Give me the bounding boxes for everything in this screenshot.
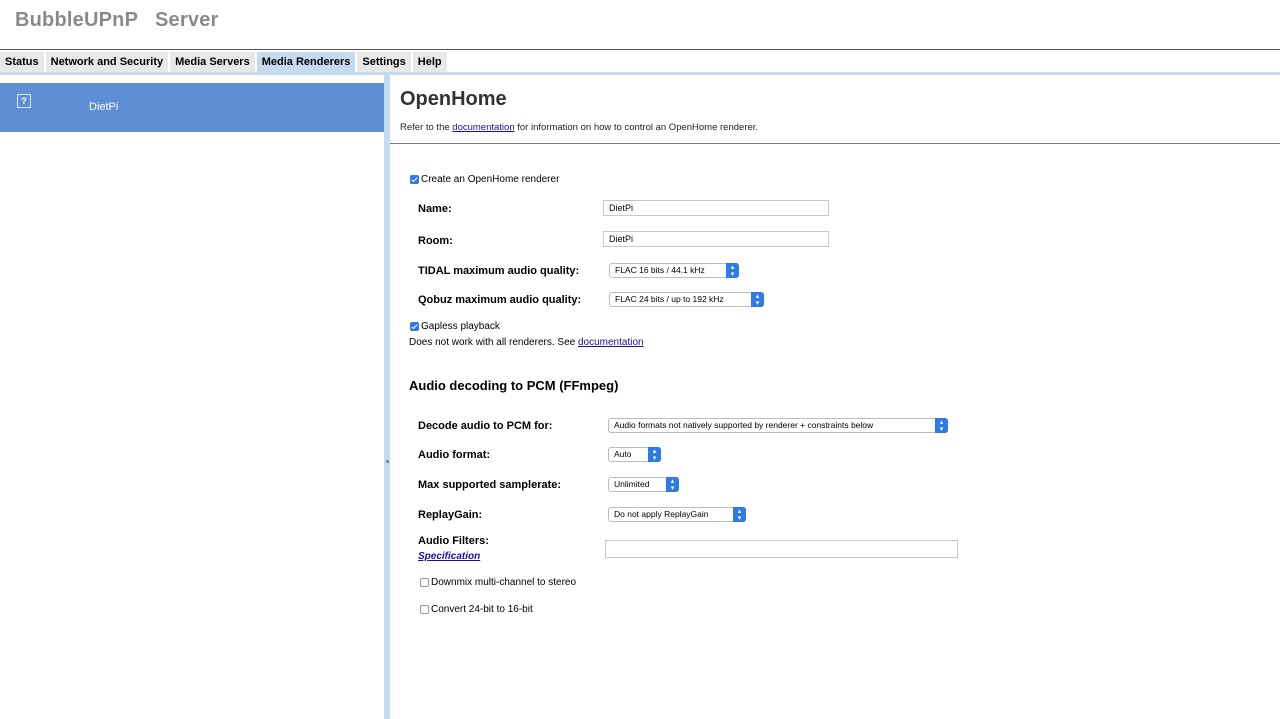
renderer-list	[0, 75, 384, 719]
audio-format-select[interactable]	[608, 447, 661, 462]
intro-suffix: for information on how to control an OpenHome renderer.	[514, 122, 759, 133]
select-arrows-icon: ▴ ▾	[733, 507, 746, 522]
gapless-checkbox[interactable]	[410, 321, 500, 332]
splitter-handle-icon	[386, 460, 389, 463]
select-arrows-icon: ▴ ▾	[726, 263, 739, 278]
name-input[interactable]: DietPi	[603, 200, 829, 216]
header-divider	[0, 49, 1280, 50]
tidal-quality-value: FLAC 16 bits / 44.1 kHz	[615, 265, 705, 275]
create-renderer-checkbox[interactable]	[410, 174, 559, 185]
qobuz-quality-label: Qobuz maximum audio quality:	[418, 294, 582, 306]
checkbox-checked-icon	[410, 322, 419, 331]
gapless-note-prefix: Does not work with all renderers. See	[409, 337, 578, 348]
app-title: BubbleUPnP Server	[15, 9, 219, 31]
page-title: OpenHome	[400, 88, 507, 110]
checkbox-checked-icon	[410, 175, 419, 184]
convert-16bit-label: Convert 24-bit to 16-bit	[431, 604, 533, 615]
downmix-label: Downmix multi-channel to stereo	[431, 577, 577, 588]
decode-pcm-value: Audio formats not natively supported by renderer + constraints below	[614, 420, 874, 430]
tidal-quality-select[interactable]	[609, 263, 739, 278]
replaygain-value: Do not apply ReplayGain	[614, 509, 709, 519]
convert-16bit-checkbox[interactable]	[420, 604, 533, 615]
replaygain-label: ReplayGain:	[418, 509, 483, 521]
checkbox-unchecked-icon	[420, 578, 429, 587]
downmix-checkbox[interactable]	[420, 577, 576, 588]
tidal-quality-label: TIDAL maximum audio quality:	[418, 265, 580, 277]
gapless-label: Gapless playback	[421, 321, 500, 332]
decode-pcm-label: Decode audio to PCM for:	[418, 420, 553, 432]
tab-bar	[0, 52, 449, 72]
renderer-item-label: DietPi	[89, 101, 119, 113]
gapless-note	[409, 337, 644, 348]
audio-filters-input[interactable]	[605, 540, 958, 558]
replaygain-select[interactable]	[608, 507, 746, 522]
tab-status[interactable]: Status	[0, 52, 44, 72]
create-renderer-label: Create an OpenHome renderer	[421, 174, 560, 185]
section-divider	[390, 143, 1280, 144]
max-samplerate-value: Unlimited	[614, 479, 650, 489]
max-samplerate-label: Max supported samplerate:	[418, 479, 562, 491]
tab-media-renderers[interactable]: Media Renderers	[257, 52, 356, 72]
tab-help[interactable]: Help	[413, 52, 447, 72]
specification-link[interactable]: Specification	[418, 551, 481, 562]
select-arrows-icon: ▴ ▾	[751, 292, 764, 307]
tab-network-and-security[interactable]: Network and Security	[46, 52, 168, 72]
gapless-documentation-link[interactable]: documentation	[577, 337, 644, 348]
room-label: Room:	[418, 235, 453, 247]
qobuz-quality-select[interactable]	[609, 292, 764, 307]
audio-format-label: Audio format:	[418, 449, 491, 461]
max-samplerate-select[interactable]	[608, 477, 679, 492]
audio-filters-label: Audio Filters:	[418, 535, 489, 547]
documentation-link[interactable]: documentation	[452, 122, 515, 133]
room-input[interactable]: DietPi	[603, 231, 829, 247]
intro-prefix: Refer to the	[400, 122, 453, 133]
decode-pcm-select[interactable]	[608, 418, 948, 433]
renderer-item-dietpi[interactable]	[0, 83, 384, 132]
checkbox-unchecked-icon	[420, 605, 429, 614]
help-icon: ?	[17, 94, 31, 108]
name-label: Name:	[418, 203, 452, 215]
tab-media-servers[interactable]: Media Servers	[170, 52, 255, 72]
renderer-settings-panel	[390, 75, 1280, 719]
select-arrows-icon: ▴ ▾	[666, 477, 679, 492]
tab-settings[interactable]: Settings	[357, 52, 410, 72]
qobuz-quality-value: FLAC 24 bits / up to 192 kHz	[615, 294, 724, 304]
audio-decoding-section-title: Audio decoding to PCM (FFmpeg)	[409, 378, 619, 393]
select-arrows-icon: ▴ ▾	[648, 447, 661, 462]
intro-text	[400, 122, 758, 133]
audio-format-value: Auto	[614, 449, 632, 459]
select-arrows-icon: ▴ ▾	[935, 418, 948, 433]
